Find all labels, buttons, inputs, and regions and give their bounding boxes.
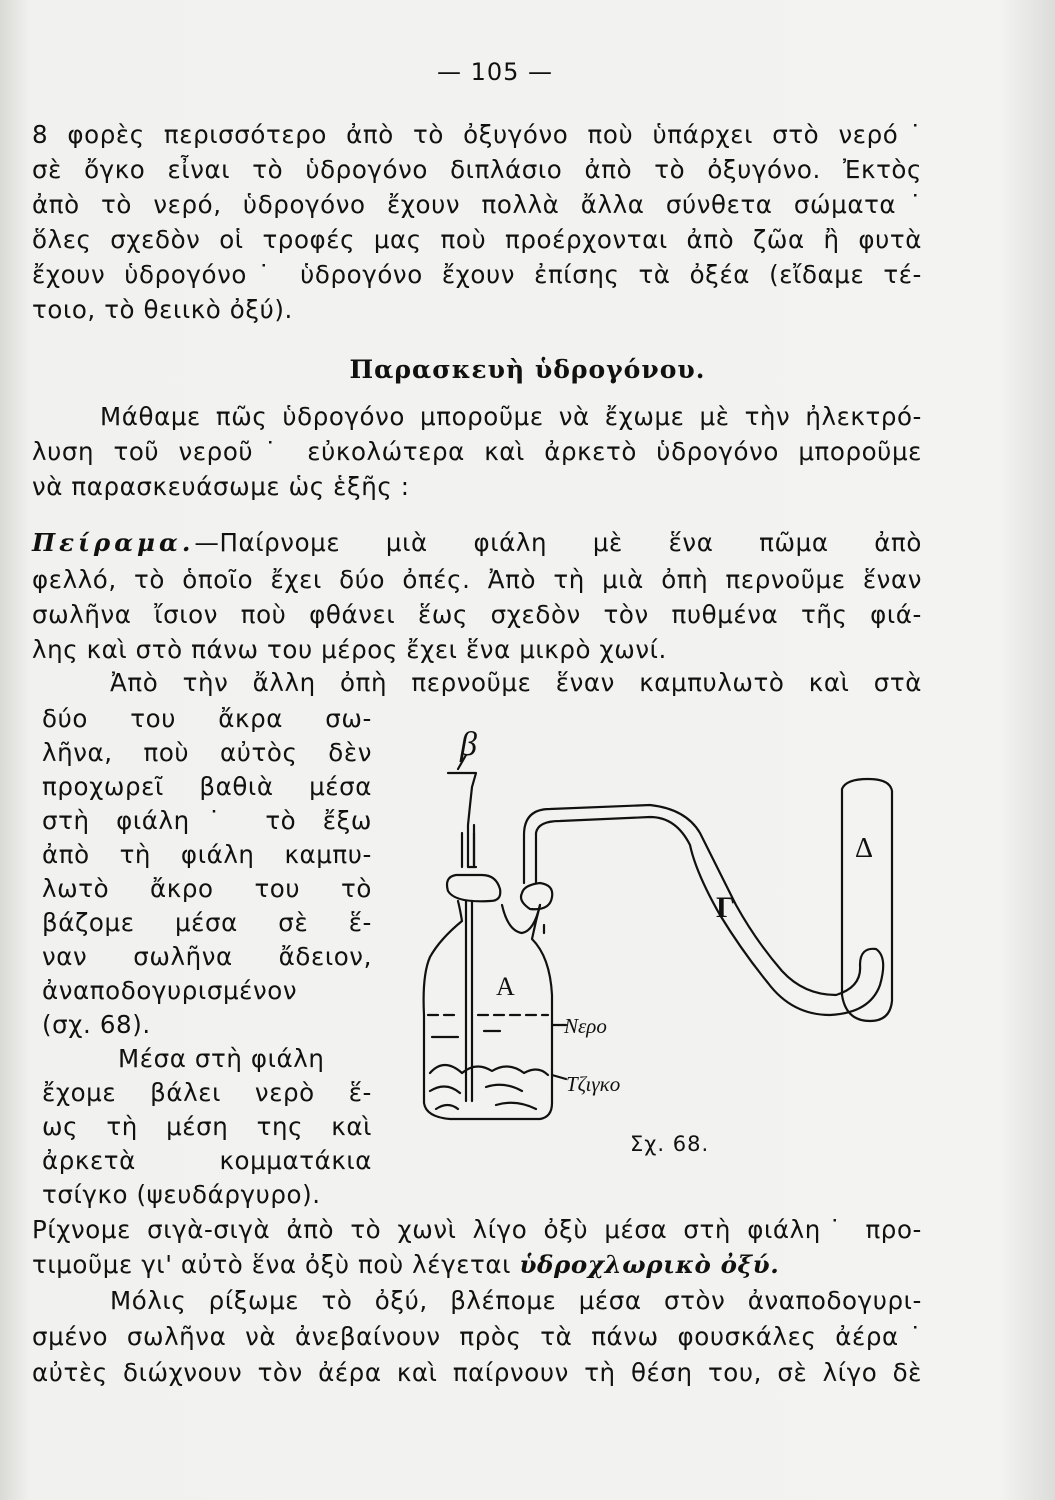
column-line: προχωρεῖ βαθιὰ μέσα — [42, 772, 372, 801]
experiment-line: σωλῆνα ἴσιον ποὺ φθάνει ἕως σχεδὸν τὸν πυθμένα τῆς φιά- — [32, 600, 922, 629]
column-line: τσίγκο (ψευδάργυρο). — [42, 1180, 321, 1209]
column-line: βάζομε μέσα σὲ ἕ- — [42, 908, 372, 937]
column-line: ἀρκετὰ κομματάκια — [42, 1146, 372, 1175]
label-b: β — [460, 726, 477, 763]
figure-caption: Σχ. 68. — [630, 1132, 710, 1156]
label-G: Γ — [716, 891, 736, 924]
final-line-2 — [32, 1250, 779, 1280]
column-line: Μέσα στὴ φιάλη — [118, 1044, 325, 1073]
section-heading: Παρασκευὴ ὑδρογόνου. — [349, 355, 706, 384]
intro-line: ὅλες σχεδὸν οἱ τροφές μας ποὺ προέρχονται ἀπὸ ζῶα ἢ φυτὰ — [32, 225, 922, 254]
page-number: — 105 — — [436, 58, 554, 86]
label-A: Α — [496, 972, 515, 1001]
column-line: ἔχομε βάλει νερὸ ἕ- — [42, 1078, 372, 1107]
intro-line: ἔχουν ὑδρογόνο˙ ὑδρογόνο ἔχουν ἐπίσης τὰ ὀξέα (εἴδαμε τέ- — [32, 260, 922, 289]
intro-line: σὲ ὄγκο εἶναι τὸ ὑδρογόνο διπλάσιο ἀπὸ τὸ ὀξυγόνο. Ἐκτὸς — [32, 155, 922, 184]
intro-line: ἀπὸ τὸ νερό, ὑδρογόνο ἔχουν πολλὰ ἄλλα σύνθετα σώματα˙ — [32, 190, 922, 219]
label-zinc: Τζιγκο — [566, 1072, 621, 1096]
column-line: ως τὴ μέση της καὶ — [42, 1112, 372, 1141]
label-D: Δ — [855, 833, 874, 864]
intro-line: τοιο, τὸ θειικὸ ὀξύ). — [32, 295, 293, 324]
experiment-line: λης καὶ στὸ πάνω του μέρος ἔχει ἕνα μικρὸ χωνί. — [32, 635, 667, 664]
column-line: ναν σωλῆνα ἄδειον, — [42, 942, 372, 971]
column-line: ἀπὸ τὴ φιάλη καμπυ- — [42, 840, 372, 869]
column-line: (σχ. 68). — [42, 1010, 151, 1039]
final-line: Ρίχνομε σιγὰ-σιγὰ ἀπὸ τὸ χωνὶ λίγο ὀξὺ μέσα στὴ φιάλη˙ προ- — [32, 1215, 922, 1244]
experiment-label: Πείραμα. — [32, 528, 195, 557]
column-line: λῆνα, ποὺ αὐτὸς δὲν — [42, 738, 372, 767]
label-water: Νερο — [564, 1014, 607, 1038]
para-line: νὰ παρασκευάσωμε ὡς ἑξῆς : — [32, 472, 410, 501]
acid-name: ὑδροχλωρικὸ ὀξύ. — [519, 1250, 780, 1279]
column-line: δύο του ἄκρα σω- — [42, 704, 372, 733]
para-line: Μάθαμε πῶς ὑδρογόνο μποροῦμε νὰ ἔχωμε μὲ τὴν ἠλεκτρό- — [100, 402, 922, 431]
para-line: λυση τοῦ νεροῦ˙ εὐκολώτερα καὶ ἀρκετὸ ὑδρογόνο μποροῦμε — [32, 437, 922, 466]
final-line: αὐτὲς διώχνουν τὸν ἀέρα καὶ παίρνουν τὴ θέση του, σὲ λίγο δὲ — [32, 1358, 922, 1387]
experiment-line: Ἀπὸ τὴν ἄλλη ὀπὴ περνοῦμε ἕναν καμπυλωτὸ καὶ στὰ — [110, 668, 922, 697]
intro-line: 8 φορὲς περισσότερο ἀπὸ τὸ ὀξυγόνο ποὺ ὑπάρχει στὸ νερό˙ — [32, 120, 922, 149]
final-line: σμένο σωλῆνα νὰ ἀνεβαίνουν πρὸς τὰ πάνω φουσκάλες ἀέρα˙ — [32, 1322, 922, 1351]
column-line: στὴ φιάλη˙ τὸ ἔξω — [42, 806, 372, 835]
apparatus-figure — [400, 725, 960, 1165]
experiment-first: —Παίρνομε μιὰ φιάλη μὲ ἕνα πῶμα ἀπὸ — [194, 528, 922, 557]
final-line: Μόλις ρίξωμε τὸ ὀξύ, βλέπομε μέσα στὸν ἀναποδογυρι- — [110, 1286, 922, 1315]
experiment-line: φελλό, τὸ ὁποῖο ἔχει δύο ὀπές. Ἀπὸ τὴ μιὰ ὀπὴ περνοῦμε ἕναν — [32, 565, 922, 594]
final-line-text: τιμοῦμε γι' αὐτὸ ἕνα ὀξὺ ποὺ λέγεται — [32, 1250, 520, 1279]
column-line: ἀναποδογυρισμένον — [42, 976, 298, 1005]
experiment-intro — [32, 528, 922, 558]
column-line: λωτὸ ἄκρο του τὸ — [42, 874, 372, 903]
